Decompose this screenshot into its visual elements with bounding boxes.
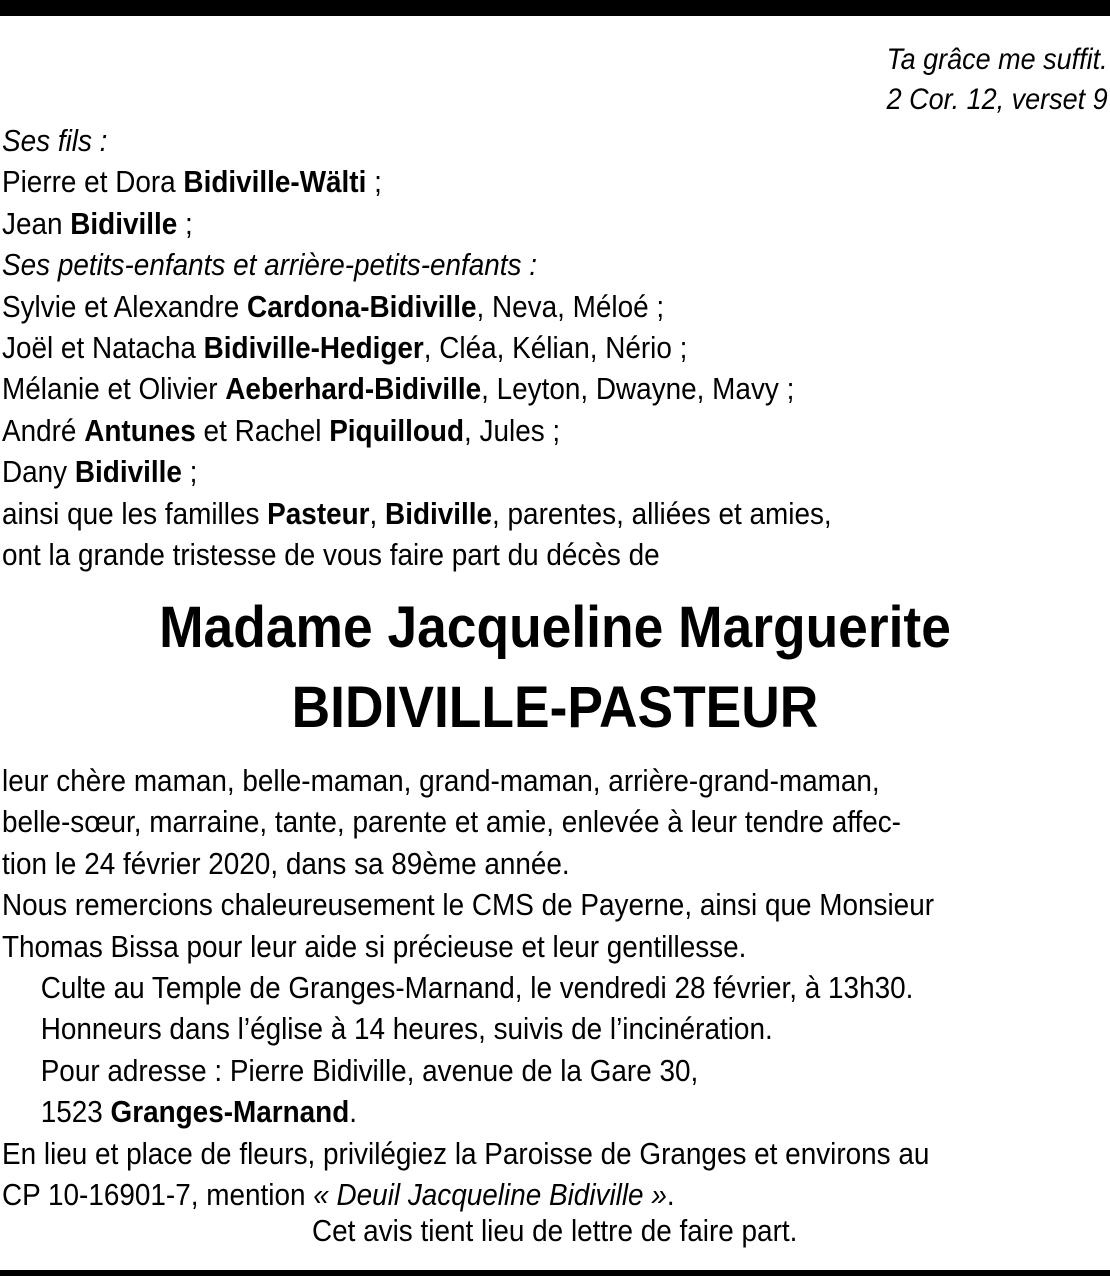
description-line: belle-sœur, marraine, tante, parente et amie, enlevée à leur tendre affec- bbox=[2, 804, 901, 840]
address-city: Granges-Marnand bbox=[110, 1094, 350, 1130]
family-line: Sylvie et Alexandre Cardona-Bidiville, Neva, Méloé ; bbox=[2, 288, 665, 324]
family-line: Joël et Natacha Bidiville-Hediger, Cléa, Kélian, Nério ; bbox=[2, 330, 688, 366]
family-list bbox=[2, 120, 1064, 575]
deceased-name-line-1: Madame Jacqueline Marguerite bbox=[159, 595, 951, 660]
family-surname: Aeberhard-Bidiville bbox=[225, 371, 482, 407]
thanks-line: Nous remercions chaleureusement le CMS de Payerne, ainsi que Monsieur bbox=[2, 887, 935, 923]
family-surname: Pasteur bbox=[267, 495, 370, 531]
closing-note bbox=[0, 1210, 1110, 1251]
details-text bbox=[2, 760, 1064, 1215]
sons-heading: Ses fils : bbox=[2, 123, 108, 158]
family-surname: Antunes bbox=[84, 412, 196, 448]
family-surname: Bidiville bbox=[70, 205, 178, 241]
announcement-line: ont la grande tristesse de vous faire part du décès de bbox=[2, 537, 660, 573]
family-surname: Bidiville bbox=[385, 495, 493, 531]
family-line: Pierre et Dora Bidiville-Wälti ; bbox=[2, 164, 382, 200]
family-surname: Cardona-Bidiville bbox=[247, 288, 477, 324]
description-line: leur chère maman, belle-maman, grand-maman, arrière-grand-maman, bbox=[2, 763, 880, 798]
family-line: Jean Bidiville ; bbox=[2, 205, 193, 241]
epigraph-reference: 2 Cor. 12, verset 9 bbox=[886, 83, 1108, 116]
donation-line: CP 10-16901-7, mention « Deuil Jacqueline Bidiville ». bbox=[2, 1177, 675, 1213]
ceremony-line: Culte au Temple de Granges-Marnand, le vendredi 28 février, à 13h30. bbox=[40, 970, 914, 1006]
bottom-rule bbox=[0, 1270, 1110, 1276]
deceased-name bbox=[0, 588, 1110, 748]
grandchildren-heading: Ses petits-enfants et arrière-petits-enfants : bbox=[2, 247, 538, 283]
families-line: ainsi que les familles Pasteur, Bidiville, parentes, alliées et amies, bbox=[2, 495, 832, 531]
family-line: Dany Bidiville ; bbox=[2, 454, 198, 490]
family-surname: Bidiville bbox=[74, 454, 182, 490]
description-line: tion le 24 février 2020, dans sa 89ème année. bbox=[2, 845, 570, 881]
deceased-name-line-2: BIDIVILLE-PASTEUR bbox=[291, 675, 819, 740]
thanks-line: Thomas Bissa pour leur aide si précieuse et leur gentillesse. bbox=[2, 928, 747, 964]
epigraph-quote: Ta grâce me suffit. bbox=[886, 43, 1108, 76]
epigraph bbox=[887, 40, 1108, 120]
donation-mention: « Deuil Jacqueline Bidiville » bbox=[313, 1177, 667, 1213]
donation-line: En lieu et place de fleurs, privilégiez la Paroisse de Granges et environs au bbox=[2, 1135, 930, 1171]
family-surname: Bidiville-Wälti bbox=[183, 164, 367, 200]
family-surname: Bidiville-Hediger bbox=[203, 330, 424, 366]
family-line: Mélanie et Olivier Aeberhard-Bidiville, Leyton, Dwayne, Mavy ; bbox=[2, 371, 795, 407]
ceremony-line: Pour adresse : Pierre Bidiville, avenue de la Gare 30, bbox=[40, 1052, 699, 1088]
top-rule bbox=[0, 0, 1110, 16]
family-surname: Piquilloud bbox=[329, 412, 465, 448]
family-line: André Antunes et Rachel Piquilloud, Jules ; bbox=[2, 412, 561, 448]
address-line: 1523 Granges-Marnand. bbox=[40, 1094, 358, 1130]
ceremony-line: Honneurs dans l’église à 14 heures, suivis de l’incinération. bbox=[40, 1011, 773, 1047]
closing-text: Cet avis tient lieu de lettre de faire part. bbox=[312, 1213, 798, 1248]
